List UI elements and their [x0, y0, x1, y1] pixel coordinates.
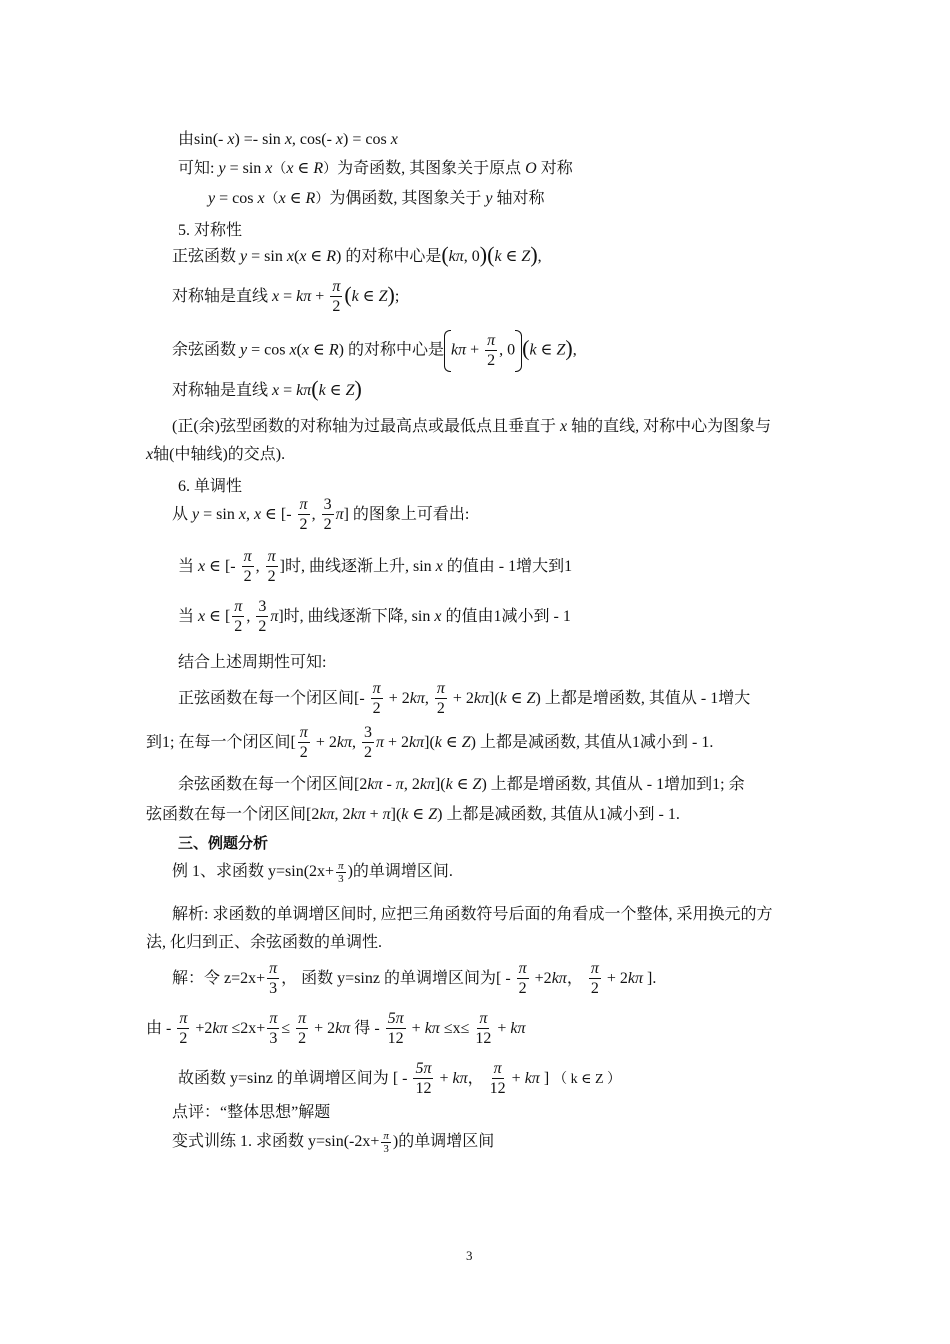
mono-line-1: 从 y = sin x, x ∈ [- $\frac{\pi}{2}$ , $\frac{3}{2}$ π] 的图象上可看出: — [172, 496, 470, 533]
text: 轴(中轴线)的交点). — [153, 446, 286, 463]
text: 增大到 — [516, 558, 565, 576]
text: 减小到 — [501, 608, 550, 626]
section-symmetry-heading — [178, 220, 242, 242]
sine-increase-line: 正弦函数在每一个闭区间[- $\frac{\pi}{2}$ + 2kπ, $\frac{\pi}{2}$ + 2kπ](k ∈ Z) 上都是增函数, 其值从 - 1增大 — [178, 680, 751, 717]
symmetry-line-2: 对称轴是直线 x = kπ + $\frac{\pi}{2}$ (k ∈ Z); — [172, 278, 400, 315]
text: 减小到 — [606, 806, 655, 823]
analysis-line-2 — [146, 932, 382, 954]
text: 对称轴是直线 — [172, 382, 269, 399]
fraction: $\frac{\pi}{2}$ — [487, 331, 496, 369]
fraction: $\frac{\pi}{2}$ — [332, 278, 341, 315]
text: 上都是增函数, 其值从 — [490, 776, 643, 793]
text: 解析: 求函数的单调增区间时, 应把三角函数符号后面的角看成一个整体, 采用换元的方 — [172, 906, 773, 923]
text: 6. 单调性 — [178, 478, 243, 495]
combine-line — [178, 652, 326, 674]
text: ; 在每一个闭区间 — [170, 734, 291, 752]
parity-line-3: y = cos x（x ∈ R）为偶函数, 其图象关于 y 轴对称 — [208, 190, 545, 207]
symmetry-line-3: 余弦函数 y = cos x(x ∈ R) 的对称中心是 kπ + $\frac{\pi}{2}$ , 0 (k ∈ Z), — [172, 330, 577, 372]
section-monotonicity-heading — [178, 476, 242, 498]
text: 上都是增函数, 其值从 — [544, 690, 697, 708]
mono-line-3: 当 x ∈ [ $\frac{\pi}{2}$ , $\frac{3}{2}$ π]时, 曲线逐渐下降, sin x 的值由1减小到 - 1 — [178, 598, 571, 635]
text: 正弦函数在每一个闭区间 — [178, 690, 355, 708]
text: 由 — [178, 131, 195, 148]
solution-line-2: 由 - $\frac{\pi}{2}$ +2kπ ≤2x+ $\frac{\pi}{3}$ ≤ $\frac{\pi}{2}$ + 2kπ 得 - $\frac{5\pi}{12}$ + kπ ≤x≤ $\frac{\pi}{12}$ + kπ — [146, 1010, 526, 1047]
text: （ k ∈ Z ） — [553, 1072, 622, 1088]
symmetry-note-1: (正(余)弦型函数的对称轴为过最高点或最低点且垂直于 x 轴的直线, 对称中心为图象与 — [172, 418, 772, 435]
text: 的对称中心是 — [345, 248, 442, 265]
text: 例 1、求函数 y=sin(2x+ — [172, 863, 335, 881]
text: 对称轴是直线 — [172, 288, 269, 306]
text: 为奇函数, 其图象关于原点 — [337, 160, 522, 177]
review-line — [172, 1102, 330, 1124]
text: ， 函数 y=sinz 的单调增区间为 — [281, 970, 496, 988]
text: 可知: — [178, 160, 215, 177]
text: 弦函数在每一个闭区间 — [146, 806, 307, 823]
symmetry-note-2: x轴(中轴线)的交点). — [146, 446, 286, 463]
text: (正(余)弦型函数的对称轴为过最高点或最低点且垂直于 — [172, 418, 556, 435]
text: 余弦函数 — [172, 341, 237, 359]
solution-line-3: 故函数 y=sinz 的单调增区间为 [ - $\frac{5\pi}{12}$ + kπ， $\frac{\pi}{12}$ + kπ ] （ k ∈ Z ） — [178, 1060, 622, 1097]
text: 变式训练 1. 求函数 y=sin(-2x+ — [172, 1133, 380, 1151]
text: 减小到 — [640, 734, 689, 752]
text: 时, 曲线逐渐上升, — [284, 558, 409, 576]
symmetry-line-4: 对称轴是直线 x = kπ(k ∈ Z) — [172, 376, 362, 401]
page-number: 3 — [466, 1248, 473, 1263]
text: 的图象上可看出: — [352, 506, 470, 524]
variant-training-1: 变式训练 1. 求函数 y=sin(-2x+ $\frac{\pi}{3}$ )的单调增区间 — [172, 1130, 495, 1155]
text: 到 — [146, 734, 163, 752]
text: 为偶函数, 其图象关于 — [329, 190, 482, 207]
text: 增加到 — [664, 776, 713, 793]
text: 三、例题分析 — [178, 834, 269, 852]
symmetry-line-1: 正弦函数 y = sin x(x ∈ R) 的对称中心是(kπ, 0)(k ∈ Z), — [172, 242, 542, 267]
cosine-increase-line: 余弦函数在每一个闭区间[2kπ - π, 2kπ](k ∈ Z) 上都是增函数, 其值从 - 1增加到1; 余 — [178, 776, 745, 793]
text: ; 余 — [720, 776, 745, 793]
text: 的值由 — [445, 608, 494, 626]
text: 的值由 — [446, 558, 495, 576]
solution-line-1: 解：令 z=2x+ $\frac{\pi}{3}$ ， 函数 y=sinz 的单调增区间为[ - $\frac{\pi}{2}$ +2kπ， $\frac{\pi}{2}$ + 2kπ ]. — [172, 960, 657, 997]
text: 轴对称 — [496, 190, 545, 207]
text: 余弦函数在每一个闭区间 — [178, 776, 355, 793]
text: )的单调增区间. — [347, 863, 453, 881]
text: 故函数 y=sinz 的单调增区间为 — [178, 1070, 389, 1088]
text: 法, 化归到正、余弦函数的单调性. — [146, 934, 383, 951]
text: 由 — [146, 1020, 163, 1038]
text: 的对称中心是 — [347, 341, 444, 359]
text: 解：令 z=2x+ — [172, 970, 266, 988]
text: )的单调增区间 — [392, 1133, 495, 1151]
text: 时, 曲线逐渐下降, — [283, 608, 408, 626]
text: 结合上述周期性可知: — [178, 654, 327, 671]
parity-line-2: 可知: y = sin x（x ∈ R）为奇函数, 其图象关于原点 O 对称 — [178, 160, 573, 177]
text: 点评：“整体思想”解题 — [172, 1104, 331, 1121]
analysis-line-1 — [172, 904, 772, 926]
mono-line-2: 当 x ∈ [- $\frac{\pi}{2}$ , $\frac{\pi}{2}$ ]时, 曲线逐渐上升, sin x 的值由 - 1增大到1 — [178, 548, 573, 585]
text: 上都是减函数, 其值从 — [446, 806, 599, 823]
text: 轴的直线, 对称中心为图象与 — [571, 418, 772, 435]
text: 5. 对称性 — [178, 222, 243, 239]
sine-decrease-line: 到1; 在每一个闭区间[ $\frac{\pi}{2}$ + 2kπ, $\frac{3}{2}$ π + 2kπ](k ∈ Z) 上都是减函数, 其值从1减小到 - 1. — [146, 724, 714, 761]
examples-heading — [178, 832, 268, 854]
example-1: 例 1、求函数 y=sin(2x+ $\frac{\pi}{3}$ )的单调增区间. — [172, 860, 453, 885]
text: 增大 — [718, 690, 751, 708]
cosine-decrease-line: 弦函数在每一个闭区间[2kπ, 2kπ + π](k ∈ Z) 上都是减函数, 其值从1减小到 - 1. — [146, 806, 680, 823]
parity-line-1: 由sin(- x) =- sin x, cos(- x) = cos x — [178, 131, 398, 148]
text: 上都是减函数, 其值从 — [479, 734, 632, 752]
text: 对称 — [540, 160, 573, 177]
text: 得 — [354, 1020, 371, 1038]
text: 正弦函数 — [172, 248, 237, 265]
